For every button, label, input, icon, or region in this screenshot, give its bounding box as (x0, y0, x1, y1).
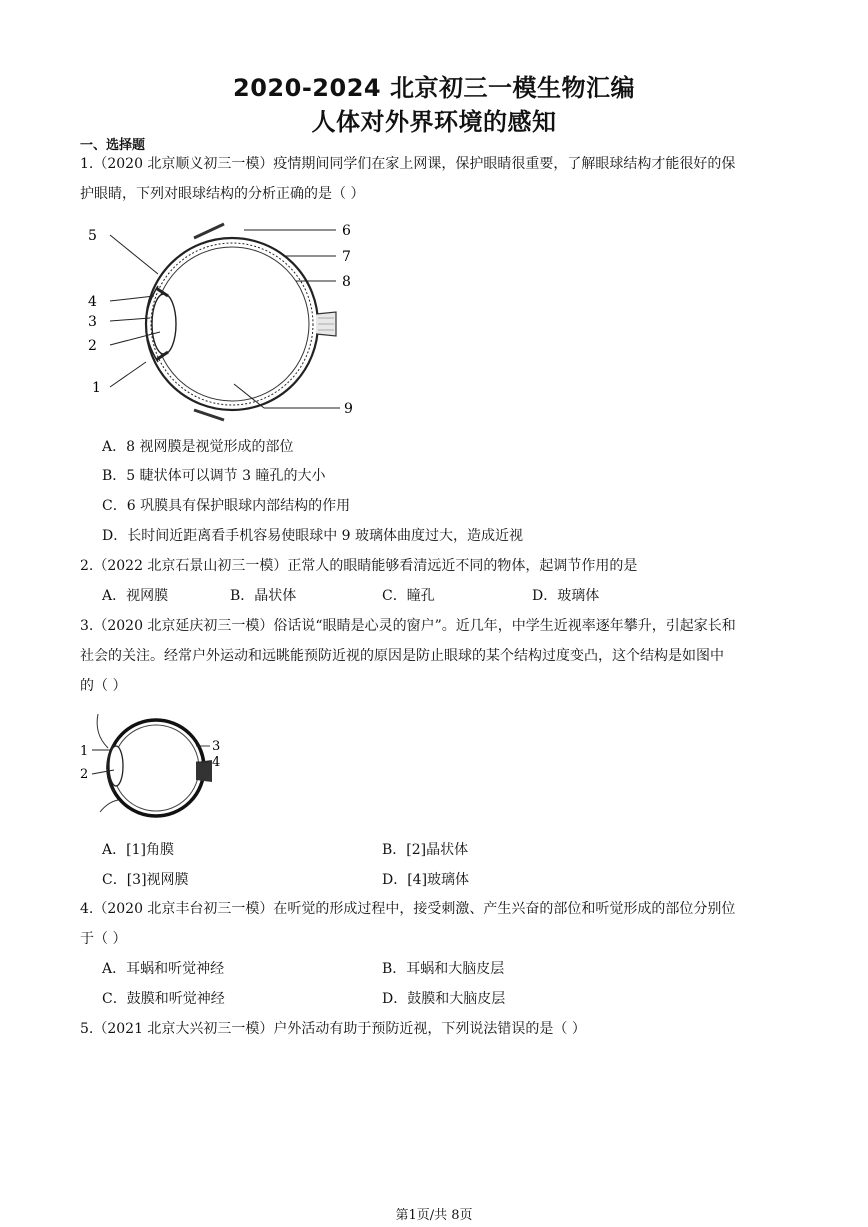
q4-text-line2: 于（ ） (80, 931, 127, 947)
q1-text-line2: 护眼睛，下列对眼球结构的分析正确的是（ ） (80, 186, 365, 202)
q1-option-c[interactable]: C．6 巩膜具有保护眼球内部结构的作用 (102, 498, 351, 514)
eye2-label-3: 3 (212, 739, 221, 754)
q3-option-d[interactable]: D．[4]玻璃体 (382, 872, 470, 888)
eye2-label-4: 4 (212, 755, 221, 770)
eye2-label-2: 2 (80, 767, 89, 782)
q1-option-a[interactable]: A．8 视网膜是视觉形成的部位 (102, 439, 294, 455)
q1-option-d[interactable]: D．长时间近距离看手机容易使眼球中 9 玻璃体曲度过大，造成近视 (102, 528, 524, 544)
q2-option-a[interactable]: A．视网膜 (102, 588, 169, 604)
eye1-label-2: 2 (88, 338, 97, 354)
eye1-label-4: 4 (88, 294, 97, 310)
eye1-label-8: 8 (342, 274, 351, 290)
q4-option-b[interactable]: B．耳蜗和大脑皮层 (382, 961, 505, 977)
q1-text-line1: 1.（2020 北京顺义初三一模）疫情期间同学们在家上网课，保护眼睛很重要，了解眼球结构才能很好的保 (80, 156, 736, 172)
q4-option-c[interactable]: C．鼓膜和听觉神经 (102, 991, 225, 1007)
q3-text-line2: 社会的关注。经常户外运动和远眺能预防近视的原因是防止眼球的某个结构过度变凸，这个结构是如图中 (80, 648, 724, 664)
eye-diagram-1 (84, 214, 374, 424)
eye1-label-1: 1 (92, 380, 101, 396)
q4-option-a[interactable]: A．耳蜗和听觉神经 (102, 961, 225, 977)
q4-option-d[interactable]: D．鼓膜和大脑皮层 (382, 991, 506, 1007)
q3-text-line1: 3.（2020 北京延庆初三一模）俗话说“眼睛是心灵的窗户”。近几年，中学生近视率逐年攀升，引起家长和 (80, 618, 736, 634)
page-footer: 第1页/共 8页 (395, 1208, 473, 1223)
q3-text-line3: 的（ ） (80, 678, 127, 694)
section-heading: 一、选择题 (80, 138, 146, 153)
eye1-label-5: 5 (88, 228, 97, 244)
q3-option-c[interactable]: C．[3]视网膜 (102, 872, 189, 888)
q2-option-d[interactable]: D．玻璃体 (532, 588, 600, 604)
document-title: 2020-2024 北京初三一模生物汇编 (233, 74, 635, 102)
eye-diagram-2 (78, 704, 238, 828)
eye1-label-7: 7 (342, 249, 351, 265)
q2-option-b[interactable]: B．晶状体 (230, 588, 297, 604)
eye1-label-6: 6 (342, 223, 351, 239)
q3-option-b[interactable]: B．[2]晶状体 (382, 842, 469, 858)
q2-option-c[interactable]: C．瞳孔 (382, 588, 435, 604)
eye1-label-9: 9 (344, 401, 353, 417)
q3-option-a[interactable]: A．[1]角膜 (102, 842, 174, 858)
document-subtitle: 人体对外界环境的感知 (311, 108, 557, 136)
q5-text-line1: 5.（2021 北京大兴初三一模）户外活动有助于预防近视，下列说法错误的是（ ） (80, 1021, 586, 1037)
eye1-label-3: 3 (88, 314, 97, 330)
q4-text-line1: 4.（2020 北京丰台初三一模）在听觉的形成过程中，接受刺激、产生兴奋的部位和听觉形成的部位分别位 (80, 901, 736, 917)
eye2-label-1: 1 (80, 744, 89, 759)
q1-option-b[interactable]: B．5 睫状体可以调节 3 瞳孔的大小 (102, 468, 326, 484)
q2-text-line1: 2.（2022 北京石景山初三一模）正常人的眼睛能够看清远近不同的物体，起调节作用的是 (80, 558, 638, 574)
